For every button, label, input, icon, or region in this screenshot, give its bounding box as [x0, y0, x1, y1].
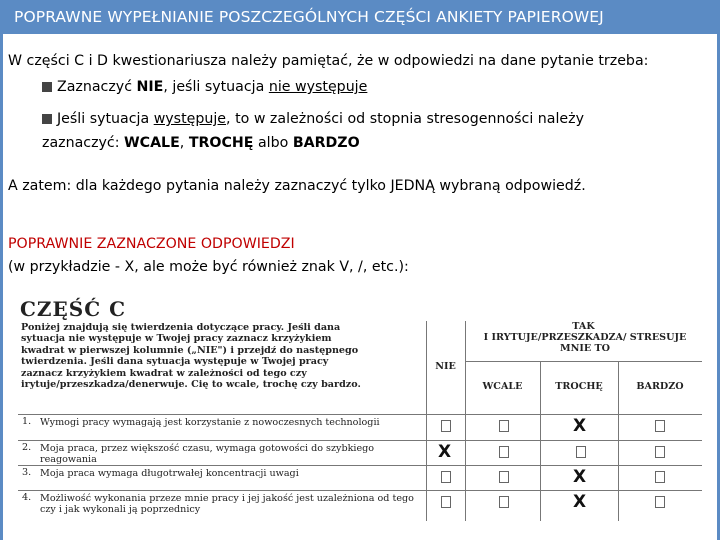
summary-line: A zatem: dla każdego pytania należy zaznaczyć tylko JEDNĄ wybraną odpowiedź. — [8, 178, 586, 194]
answer-checkbox[interactable] — [576, 446, 586, 458]
instruction-line: W części C i D kwestionariusza należy pamiętać, że w odpowiedzi na dane pytanie trzeba: — [8, 53, 649, 69]
checkbox-bullet-icon — [42, 82, 52, 92]
x-mark-icon: X — [573, 416, 587, 436]
correct-title: POPRAWNIE ZAZNACZONE ODPOWIEDZI — [8, 236, 295, 252]
bullet-2-cont: zaznaczyć: WCALE, TROCHĘ albo BARDZO — [42, 135, 360, 151]
x-mark-icon: X — [438, 442, 452, 462]
answer-checkbox[interactable] — [655, 420, 665, 432]
row-number: 2. — [22, 442, 32, 453]
answer-checkbox[interactable] — [499, 420, 509, 432]
col-troche: TROCHĘ — [555, 381, 603, 392]
x-mark-icon: X — [573, 467, 587, 487]
left-border — [0, 34, 3, 540]
bullet-1: Zaznaczyć NIE, jeśli sytuacja nie występuje — [42, 77, 367, 97]
form-row-divider — [18, 490, 702, 491]
answer-checkbox[interactable] — [499, 471, 509, 483]
col-bardzo: BARDZO — [636, 381, 684, 392]
row-number: 3. — [22, 467, 32, 478]
col-nie: NIE — [435, 361, 456, 372]
form-row-divider — [18, 440, 702, 441]
row-statement: Moja praca, przez większość czasu, wymaga gotowości do szybkiego reagowania — [40, 443, 375, 465]
bullet-2: Jeśli sytuacja występuje, to w zależności od stopnia stresogenności należy — [42, 109, 584, 129]
form-intro: Poniżej znajdują się twierdzenia dotyczące pracy. Jeśli dana sytuacja nie występuje w Twojej pracy zaznacz krzyżykiem kwadrat w pierwszej kolumnie („NIE") i przejdź do następnego twierdzenia. Jeśli dana sytuacja występuje w Twojej pracy zaznacz krzyżykiem kwadrat w zależności od tego czy irytuje/przeszkadza/denerwuje. Cię to wcale, trochę czy bardzo. — [21, 322, 361, 391]
col-wcale: WCALE — [482, 381, 523, 392]
row-statement: Wymogi pracy wymagają jest korzystanie z nowoczesnych technologii — [40, 417, 380, 428]
correct-note: (w przykładzie - X, ale może być również znak V, /, etc.): — [8, 259, 409, 275]
slide-title: POPRAWNE WYPEŁNIANIE POSZCZEGÓLNYCH CZĘŚCI ANKIETY PAPIEROWEJ — [0, 0, 720, 34]
sample-form — [18, 297, 702, 521]
x-mark-icon: X — [573, 492, 587, 512]
row-number: 1. — [22, 416, 32, 427]
answer-checkbox[interactable] — [441, 420, 451, 432]
form-row-divider — [18, 414, 702, 415]
answer-checkbox[interactable] — [655, 496, 665, 508]
answer-checkbox[interactable] — [499, 446, 509, 458]
answer-checkbox[interactable] — [441, 471, 451, 483]
answer-checkbox[interactable] — [655, 471, 665, 483]
answer-checkbox[interactable] — [655, 446, 665, 458]
row-number: 4. — [22, 492, 32, 503]
answer-checkbox[interactable] — [499, 496, 509, 508]
form-row-divider — [18, 465, 702, 466]
row-statement: Możliwość wykonania przeze mnie pracy i jej jakość jest uzależniona od tego czy i jak wykonali ją poprzednicy — [40, 493, 414, 515]
checkbox-bullet-icon — [42, 114, 52, 124]
form-title: CZĘŚĆ C — [20, 297, 127, 321]
col-tak: TAK — [572, 321, 595, 332]
row-statement: Moja praca wymaga długotrwałej koncentracji uwagi — [40, 468, 299, 479]
col-tak-sub: I IRYTUJE/PRZESZKADZA/ STRESUJE MNIE TO — [483, 332, 687, 354]
answer-checkbox[interactable] — [441, 496, 451, 508]
